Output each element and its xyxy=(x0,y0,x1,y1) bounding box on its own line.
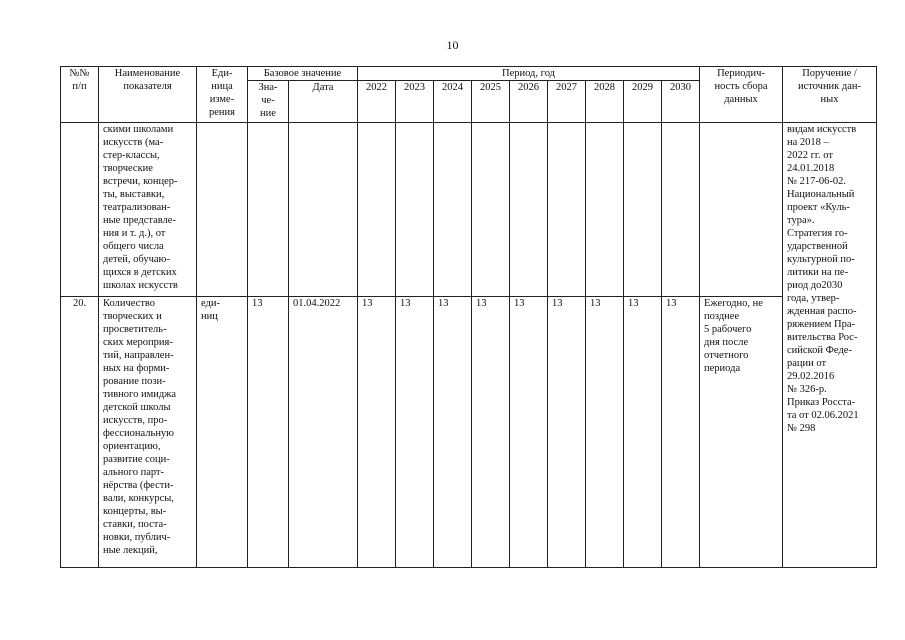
indicator-table xyxy=(60,66,877,568)
header-frequency: Периодич- ность сбора данных xyxy=(700,67,783,123)
frequency-cell xyxy=(700,123,783,297)
source-cell: видам искусств на 2018 – 2022 гг. от 24.01.2018 № 217-06-02. Национальный проект «Куль- тура». Стратегия го- ударственной культурной по- литики на пе- риод до2030 года, утвер- жденная распо- ряжением Пра- вительства Рос- сийской Феде- рации от 29.02.2016 № 326-р. Приказ Росста- та от 02.06.2021 № 298 xyxy=(783,123,877,568)
year-value-cell xyxy=(434,123,472,297)
unit-cell xyxy=(197,123,248,297)
header-year: 2030 xyxy=(662,81,700,123)
year-value-cell: 13 xyxy=(586,297,624,568)
year-value-cell: 13 xyxy=(472,297,510,568)
header-year: 2028 xyxy=(586,81,624,123)
year-value-cell: 13 xyxy=(510,297,548,568)
header-period: Период, год xyxy=(358,67,700,81)
header-year: 2026 xyxy=(510,81,548,123)
indicator-name: скими школами искусств (ма- стер-классы, творческие встречи, концер- ты, выставки, театрализован- ные представле- ния и т. д.), от общего числа детей, обучаю- щихся в детских школах искусств xyxy=(99,123,197,297)
header-year: 2029 xyxy=(624,81,662,123)
header-year: 2025 xyxy=(472,81,510,123)
year-value-cell xyxy=(548,123,586,297)
year-value-cell xyxy=(510,123,548,297)
row-num xyxy=(61,123,99,297)
header-base-date: Дата xyxy=(289,81,358,123)
year-value-cell: 13 xyxy=(434,297,472,568)
year-value-cell: 13 xyxy=(548,297,586,568)
header-year: 2027 xyxy=(548,81,586,123)
year-value-cell: 13 xyxy=(662,297,700,568)
year-value-cell xyxy=(624,123,662,297)
header-num: №№ п/п xyxy=(61,67,99,123)
year-value-cell xyxy=(396,123,434,297)
header-indicator-name: Наименование показателя xyxy=(99,67,197,123)
unit-cell: еди- ниц xyxy=(197,297,248,568)
year-value-cell xyxy=(472,123,510,297)
row-num: 20. xyxy=(61,297,99,568)
header-year: 2022 xyxy=(358,81,396,123)
header-source: Поручение / источник дан- ных xyxy=(783,67,877,123)
year-value-cell: 13 xyxy=(396,297,434,568)
year-value-cell xyxy=(662,123,700,297)
header-year: 2024 xyxy=(434,81,472,123)
base-value-cell xyxy=(248,123,289,297)
base-date-cell: 01.04.2022 xyxy=(289,297,358,568)
table-row xyxy=(61,297,877,568)
year-value-cell xyxy=(358,123,396,297)
indicator-name: Количество творческих и просветитель- ских мероприя- тий, направлен- ных на форми- рование пози- тивного имиджа детской школы искусств, про- фессиональную ориентацию, развитие соци- ального парт- нёрства (фести- вали, конкурсы, концерты, вы- ставки, поста- новки, публич- ные лекций, xyxy=(99,297,197,568)
page-number: 10 xyxy=(446,38,459,52)
header-base-value: Зна- че- ние xyxy=(248,81,289,123)
header-year: 2023 xyxy=(396,81,434,123)
base-value-cell: 13 xyxy=(248,297,289,568)
table-row xyxy=(61,123,877,297)
frequency-cell: Ежегодно, не позднее 5 рабочего дня после отчетного периода xyxy=(700,297,783,568)
year-value-cell: 13 xyxy=(624,297,662,568)
base-date-cell xyxy=(289,123,358,297)
year-value-cell xyxy=(586,123,624,297)
year-value-cell: 13 xyxy=(358,297,396,568)
header-base: Базовое значение xyxy=(248,67,358,81)
header-unit: Еди- ница изме- рения xyxy=(197,67,248,123)
